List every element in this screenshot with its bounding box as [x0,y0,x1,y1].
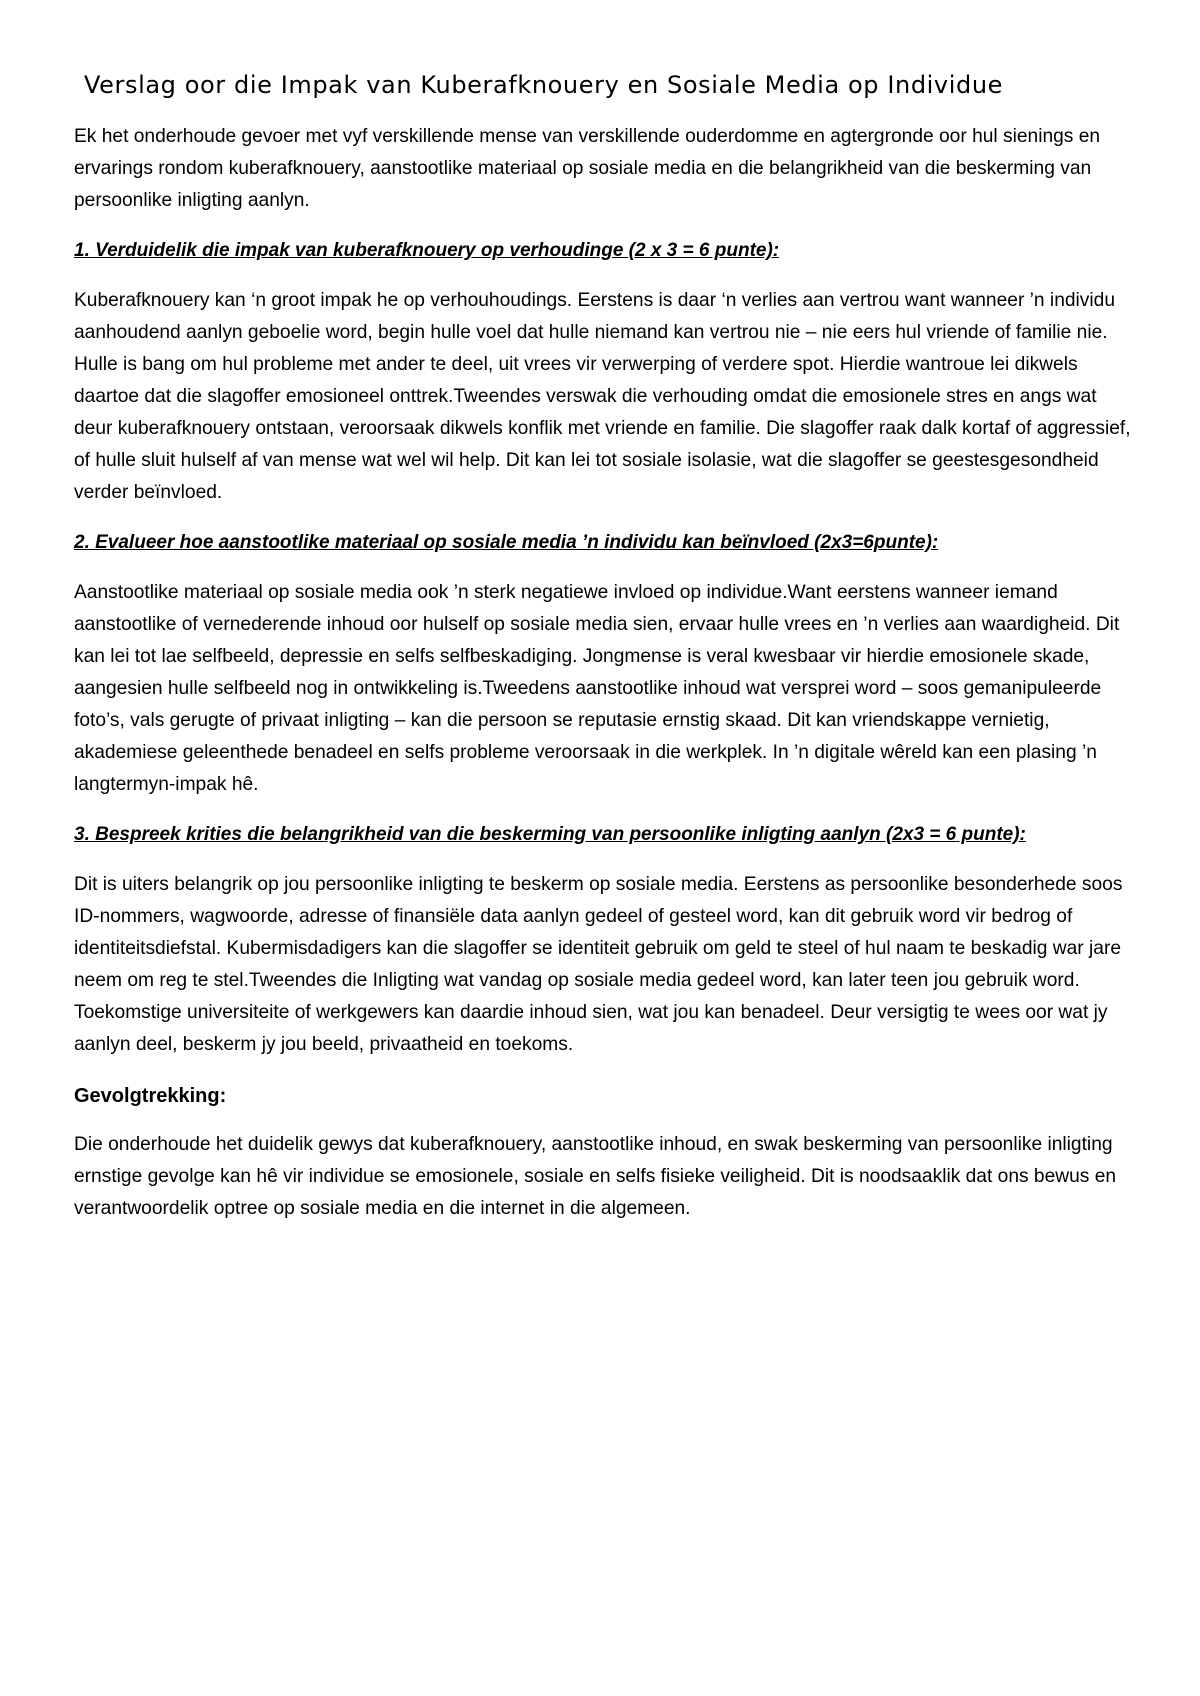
intro-paragraph: Ek het onderhoude gevoer met vyf verskillende mense van verskillende ouderdomme en agtergronde oor hul sienings en ervarings rondom kuberafknouery, aanstootlike materiaal op sosiale media en die belangrikheid van die beskerming van persoonlike inligting aanlyn. [74,126,1101,212]
conclusion-heading: Gevolgtrekking: [74,1085,227,1108]
question-2-answer: Aanstootlike materiaal op sosiale media ook ’n sterk negatiewe invloed op individue.Want eerstens wanneer iemand aanstootlike of vernederende inhoud oor hulself op sosiale media sien, ervaar hulle vrees en ’n verlies aan waardigheid. Dit kan lei tot lae selfbeeld, depressie en selfs selfbeskadiging. Jongmense is veral kwesbaar vir hierdie emosionele skade, aangesien hulle selfbeeld nog in ontwikkeling is.Tweedens aanstootlike inhoud wat versprei word – soos gemanipuleerde foto’s, vals gerugte of privaat inligting – kan die persoon se reputasie ernstig skaad. Dit kan vriendskappe vernietig, akademiese geleenthede benadeel en selfs probleme veroorsaak in die werkplek. In ’n digitale wêreld kan een plasing ’n langtermyn-impak hê. [74,582,1120,796]
question-2-heading: 2. Evalueer hoe aanstootlike materiaal op sosiale media ’n individu kan beïnvloed (2x3=6punte): [74,532,939,554]
question-3-answer: Dit is uiters belangrik op jou persoonlike inligting te beskerm op sosiale media. Eerstens as persoonlike besonderhede soos ID-nommers, wagwoorde, adresse of finansiële data aanlyn gedeel of gesteel word, kan dit gebruik word vir bedrog of identiteitsdiefstal. Kubermisdadigers kan die slagoffer se identiteit gebruik om geld te steel of hul naam te beskadig war jare neem om reg te stel.Tweendes die Inligting wat vandag op sosiale media gedeel word, kan later teen jou gebruik word. Toekomstige universiteite of werkgewers kan daardie inhoud sien, wat jou kan benadeel. Deur versigtig te wees oor wat jy aanlyn deel, beskerm jy jou beeld, privaatheid en toekoms. [74,874,1123,1056]
question-1-answer: Kuberafknouery kan ‘n groot impak he op verhouhoudings. Eerstens is daar ‘n verlies aan vertrou want wanneer ’n individu aanhoudend aanlyn geboelie word, begin hulle voel dat hulle niemand kan vertrou nie – nie eers hul vriende of familie nie. Hulle is bang om hul probleme met ander te deel, uit vrees vir verwerping of verdere spot. Hierdie wantroue lei dikwels daartoe dat die slagoffer emosioneel onttrek.Tweendes verswak die verhouding omdat die emosionele stres en angs wat deur kuberafknouery ontstaan, veroorsaak dikwels konflik met vriende en familie. Die slagoffer raak dalk kortaf of aggressief, of hulle sluit hulself af van mense wat wel wil help. Dit kan lei tot sosiale isolasie, wat die slagoffer se geestesgesondheid verder beïnvloed. [74,290,1131,504]
conclusion-paragraph: Die onderhoude het duidelik gewys dat kuberafknouery, aanstootlike inhoud, en swak beskerming van persoonlike inligting ernstige gevolge kan hê vir individue se emosionele, sosiale en selfs fisieke veiligheid. Dit is noodsaaklik dat ons bewus en verantwoordelik optree op sosiale media en die internet in die algemeen. [74,1134,1117,1220]
question-1-heading: 1. Verduidelik die impak van kuberafknouery op verhoudinge (2 x 3 = 6 punte): [74,240,780,262]
question-3-heading: 3. Bespreek krities die belangrikheid van die beskerming van persoonlike inligting aanlyn (2x3 = 6 punte): [74,824,1026,846]
document-page [74,70,1134,1245]
document-title: Verslag oor die Impak van Kuberafknouery en Sosiale Media op Individue [84,71,1004,99]
